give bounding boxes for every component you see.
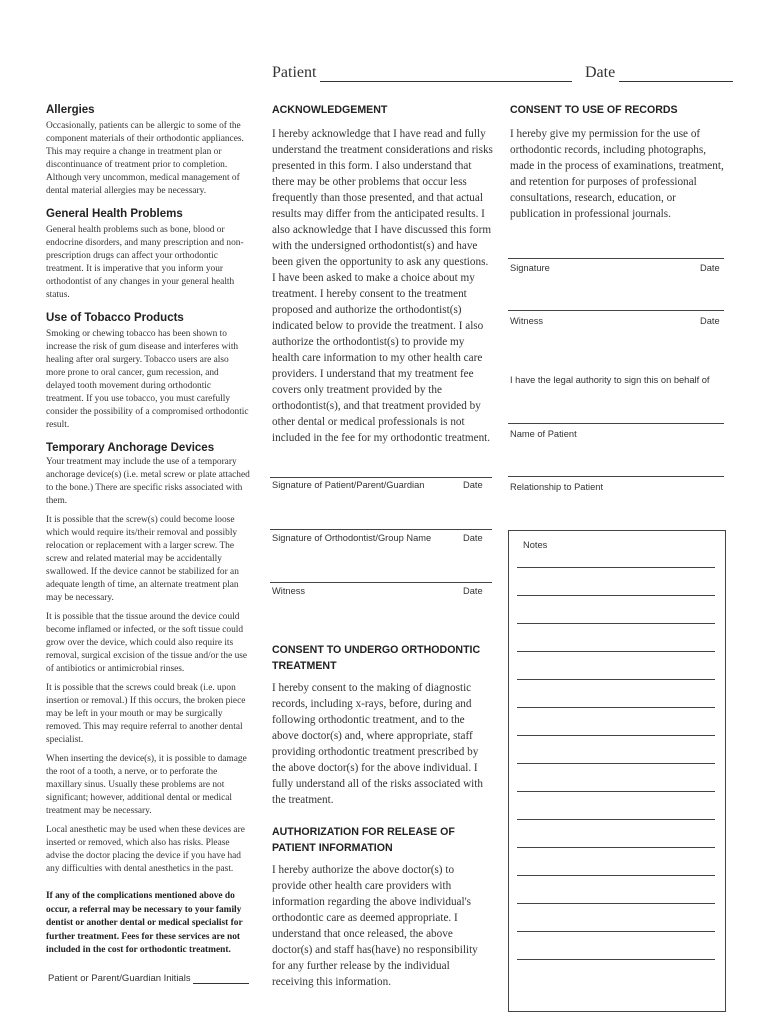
tobacco-heading: Use of Tobacco Products	[46, 312, 184, 324]
name-of-patient-line[interactable]	[508, 423, 724, 424]
records-signature-line[interactable]	[508, 258, 724, 259]
initials-line[interactable]	[193, 973, 249, 984]
records-consent-heading: CONSENT TO USE OF RECORDS	[510, 104, 678, 116]
notes-box[interactable]	[508, 530, 726, 1012]
patient-name-line[interactable]	[320, 67, 572, 82]
notes-line	[517, 819, 715, 820]
notes-line	[517, 903, 715, 904]
relationship-label: Relationship to Patient	[510, 482, 604, 492]
notes-label: Notes	[523, 540, 548, 550]
acknowledgement-text: I hereby acknowledge that I have read and fully understand the treatment considerations and risks presented in this form. I also understand that there may be other problems that occur less frequently than those presented, and that actual results may differ from the anticipated results. I also acknowledge that I have discussed this form with the undersigned orthodontist(s) and have been given the opportunity to ask any questions. I have been asked to make a choice about my treatment. I hereby consent to the treatment proposed and authorize the orthodontist(s) indicated below to provide the treatment. I also authorize the orthodontist(s) to provide my health care information to my other health care providers. I understand that my treatment fee covers only treatment provided by the orthodontist(s), and that treatment provided by other dental or medical professionals is not included in the fee for my orthodontic treatment.	[272, 128, 493, 444]
consent-treatment-text: I hereby consent to the making of diagnostic records, including x-rays, before, during and following orthodontic treatment, and to the above doctor(s) and, where appropriate, staff providing orthodontic treatment prescribed by the above doctor(s) for the above individual. I fully understand all of the risks associated with the treatment.	[272, 682, 483, 806]
notes-line	[517, 735, 715, 736]
notes-line	[517, 595, 715, 596]
legal-authority-text: I have the legal authority to sign this on behalf of	[510, 375, 710, 385]
witness-date-label: Date	[463, 586, 483, 596]
consent-treatment-heading: CONSENT TO UNDERGO ORTHODONTIC TREATMENT	[272, 644, 481, 672]
date-line[interactable]	[619, 67, 733, 82]
orthodontist-signature-date-label: Date	[463, 533, 483, 543]
health-heading: General Health Problems	[46, 208, 183, 220]
date-header-field[interactable]	[585, 64, 733, 82]
allergies-text: Occasionally, patients can be allergic to some of the component materials of their orthodontic appliances. This may require a change in treatment plan or discontinuance of treatment prior to completion. Although very uncommon, medical management of dental material allergies may be necessary.	[46, 121, 244, 196]
date-label: Date	[585, 64, 616, 81]
tad-paragraph: It is possible that the tissue around the device could become inflamed or infected, or the soft tissue could grow over the device, which could also require its removal, surgical excision of the tissue and/or the use of antibiotics or antimicrobial rinses.	[46, 612, 248, 674]
patient-signature-date-label: Date	[463, 480, 483, 490]
patient-label: Patient	[272, 64, 317, 81]
name-of-patient-label: Name of Patient	[510, 429, 577, 439]
tad-paragraph: When inserting the device(s), it is possible to damage the root of a tooth, a nerve, or to perforate the maxillary sinus. Usually these problems are not significant; however, additional dental or medical treatment may be necessary.	[46, 754, 247, 816]
witness-label: Witness	[272, 586, 306, 596]
notes-line	[517, 931, 715, 932]
notes-line	[517, 791, 715, 792]
authorization-text: I hereby authorize the above doctor(s) to provide other health care providers with information regarding the above individual's orthodontic care as deemed appropriate. I understand that once released, the above doctor(s) and staff has(have) no responsibility for any further release by the individual receiving this information.	[272, 864, 478, 988]
notes-line	[517, 875, 715, 876]
authorization-section	[272, 824, 488, 990]
health-text: General health problems such as bone, blood or endocrine disorders, and many prescription and non-prescription drugs can affect your orthodontic treatment. It is imperative that you inform your orthodontist of any changes in your general health status.	[46, 225, 244, 300]
notes-line	[517, 707, 715, 708]
left-column	[46, 104, 250, 958]
patient-signature-label: Signature of Patient/Parent/Guardian	[272, 480, 425, 490]
tad-paragraph: Your treatment may include the use of a temporary anchorage device(s) (i.e. metal screw or plate attached to the bone.) There are specific risks associated with them.	[46, 457, 250, 506]
records-consent-text: I hereby give my permission for the use of orthodontic records, including photographs, made in the process of examinations, treatment, and retention for purposes of professional consultations, research, education, or publication in professional journals.	[510, 128, 724, 220]
tobacco-text: Smoking or chewing tobacco has been shown to increase the risk of gum disease and interferes with healing after oral surgery. Tobacco users are also more prone to oral cancer, gum recession, and delayed tooth movement during orthodontic treatment. If you use tobacco, you must carefully consider the possibility of a compromised orthodontic result.	[46, 329, 249, 430]
patient-header-field[interactable]	[272, 64, 572, 82]
patient-signature-line[interactable]	[270, 477, 492, 478]
records-witness-label: Witness	[510, 316, 544, 326]
tad-paragraph: It is possible that the screw(s) could become loose which would require its/their removal and possibly relocation or replacement with a larger screw. The screw and related material may be accidentally swallowed. If the device cannot be stabilized for an adequate length of time, an alternate treatment plan may be necessary.	[46, 515, 239, 603]
notes-line	[517, 651, 715, 652]
notes-line	[517, 959, 715, 960]
tad-paragraph: Local anesthetic may be used when these devices are inserted or removed, which also has risks. Please advise the doctor placing the device if you have had any difficulties with dental anesthetics in the past.	[46, 825, 245, 874]
records-consent-section	[510, 102, 724, 222]
records-signature-label: Signature	[510, 263, 550, 273]
consent-treatment-section	[272, 642, 484, 808]
initials-field[interactable]	[48, 973, 249, 984]
acknowledgement-heading: ACKNOWLEDGEMENT	[272, 104, 388, 116]
tad-heading: Temporary Anchorage Devices	[46, 442, 215, 454]
records-witness-line[interactable]	[508, 310, 724, 311]
relationship-line[interactable]	[508, 476, 724, 477]
notes-line	[517, 623, 715, 624]
tad-paragraph: It is possible that the screws could break (i.e. upon insertion or removal.) If this occurs, the broken piece may be left in your mouth or may be surgically removed. This may require referral to another dental specialist.	[46, 683, 246, 745]
notes-line	[517, 567, 715, 568]
acknowledgement-section	[272, 102, 494, 446]
witness-signature-line[interactable]	[270, 582, 492, 583]
allergies-heading: Allergies	[46, 104, 95, 116]
initials-label: Patient or Parent/Guardian Initials	[48, 973, 191, 984]
notes-line	[517, 847, 715, 848]
records-witness-date-label: Date	[700, 316, 720, 326]
notes-line	[517, 763, 715, 764]
notes-line	[517, 679, 715, 680]
orthodontist-signature-label: Signature of Orthodontist/Group Name	[272, 533, 432, 543]
orthodontist-signature-line[interactable]	[270, 529, 492, 530]
complications-warning: If any of the complications mentioned above do occur, a referral may be necessary to your family dentist or another dental or medical specialist for further treatment. Fees for these services are not included in the cost for orthodontic treatment.	[46, 891, 243, 955]
records-signature-date-label: Date	[700, 263, 720, 273]
authorization-heading: AUTHORIZATION FOR RELEASE OF PATIENT INFORMATION	[272, 826, 455, 854]
